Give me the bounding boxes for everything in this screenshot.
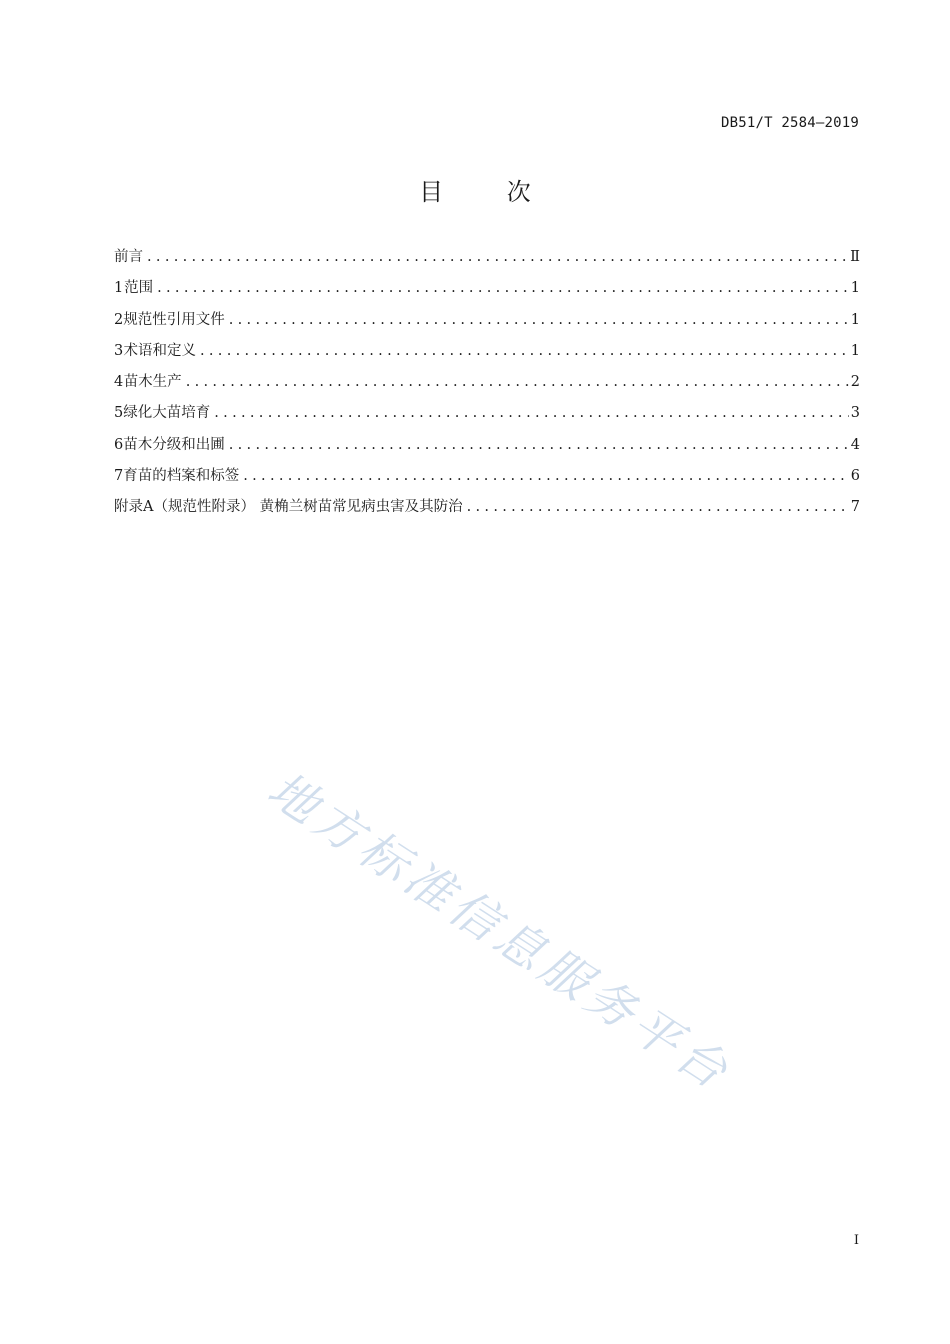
toc-entry-page: 6: [850, 468, 860, 485]
toc-entry-number: 6: [114, 436, 124, 453]
toc-entry-records-labels[interactable]: [114, 464, 860, 495]
toc-entry-number: 3: [114, 342, 124, 359]
toc-entry-number: 1: [114, 280, 124, 297]
toc-entry-normative-references[interactable]: [114, 308, 860, 339]
toc-entry-foreword[interactable]: [114, 245, 860, 276]
toc-entry-scope[interactable]: [114, 276, 860, 307]
dot-leader: [467, 499, 849, 515]
toc-entry-seedling-production[interactable]: [114, 370, 860, 401]
dot-leader: [229, 437, 849, 453]
toc-entry-number: 5: [114, 405, 124, 422]
toc-entry-number: 7: [114, 468, 124, 485]
dot-leader: [243, 468, 849, 484]
dot-leader: [200, 343, 849, 359]
toc-entry-page: 1: [850, 311, 860, 328]
toc-entry-page: 4: [850, 436, 860, 453]
toc-entry-page: 3: [850, 405, 860, 422]
toc-entry-page: Ⅱ: [850, 249, 860, 265]
toc-entry-number: 2: [114, 311, 124, 328]
dot-leader: [214, 405, 849, 421]
toc-entry-number: 4: [114, 374, 124, 391]
toc-entry-appendix-a[interactable]: [114, 495, 860, 526]
toc-entry-large-seedling-cultivation[interactable]: [114, 401, 860, 432]
toc-entry-label: 附录A（规范性附录） 黄桷兰树苗常见病虫害及其防治: [114, 499, 463, 516]
toc-entry-label: 绿化大苗培育: [123, 405, 211, 422]
toc-entry-page: 7: [850, 499, 860, 516]
toc-entry-label: 育苗的档案和标签: [123, 468, 240, 485]
toc-entry-page: 2: [850, 374, 860, 391]
toc-entry-grading-nursery[interactable]: [114, 433, 860, 464]
toc-entry-page: 1: [850, 342, 860, 359]
toc-entry-label: 范围: [124, 280, 154, 297]
toc-entry-label: 苗木分级和出圃: [123, 436, 225, 453]
page-title: 目 次: [419, 178, 559, 206]
toc-entry-page: 1: [850, 280, 860, 297]
watermark: 地方标准信息服务平台: [257, 761, 742, 1103]
page-number: I: [853, 1233, 859, 1248]
toc-entry-label: 苗木生产: [123, 374, 182, 391]
toc-entry-label: 规范性引用文件: [123, 311, 225, 328]
table-of-contents: [114, 245, 860, 527]
toc-entry-terms-definitions[interactable]: [114, 339, 860, 370]
dot-leader: [157, 280, 849, 296]
standard-code: DB51/T 2584—2019: [720, 115, 859, 131]
dot-leader: [147, 249, 848, 265]
dot-leader: [186, 374, 849, 390]
toc-entry-label: 前言: [114, 249, 143, 265]
dot-leader: [229, 312, 849, 328]
toc-entry-label: 术语和定义: [123, 342, 196, 359]
